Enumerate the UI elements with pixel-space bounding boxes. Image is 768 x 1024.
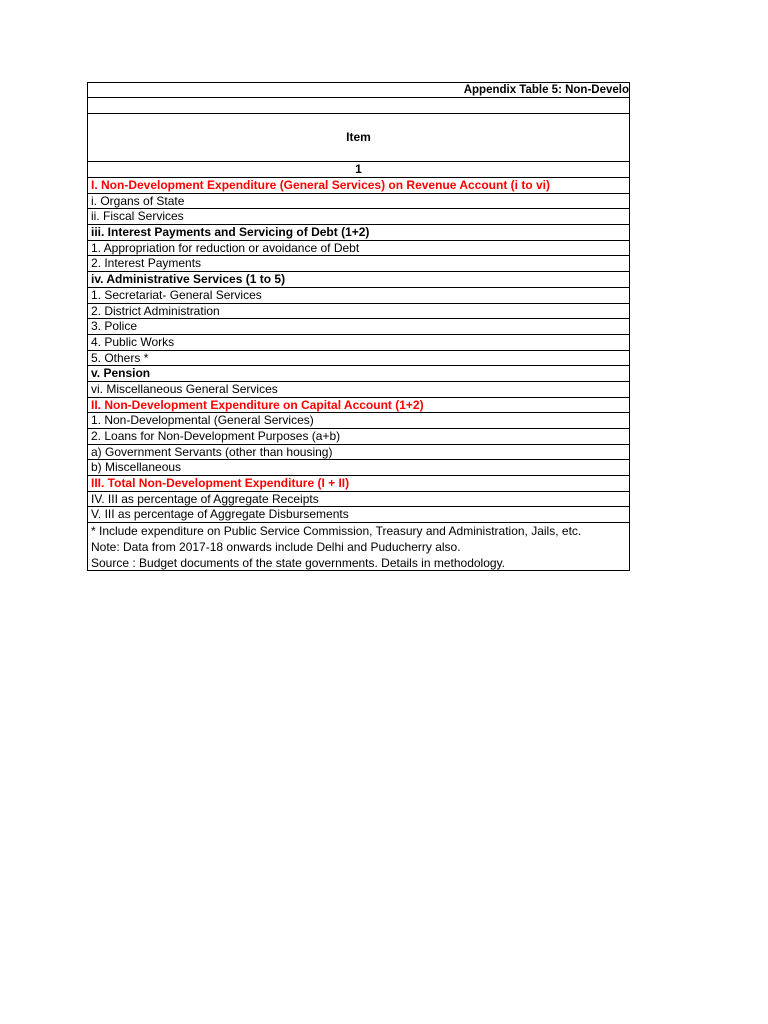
table-row: iii. Interest Payments and Servicing of Debt (1+2) <box>87 225 630 241</box>
table-row: 1. Non-Developmental (General Services) <box>87 413 630 429</box>
table-title-row <box>87 82 630 98</box>
column-number-header: 1 <box>87 162 630 178</box>
table-row: b) Miscellaneous <box>87 460 630 476</box>
table-row: II. Non-Development Expenditure on Capital Account (1+2) <box>87 398 630 414</box>
table-row: 2. District Administration <box>87 304 630 320</box>
table-note: Source : Budget documents of the state governments. Details in methodology. <box>87 555 630 571</box>
table-row: 1. Appropriation for reduction or avoidance of Debt <box>87 241 630 257</box>
table-note: * Include expenditure on Public Service Commission, Treasury and Administration, Jails, etc. <box>87 523 630 539</box>
blank-row <box>87 98 630 114</box>
table-title: Appendix Table 5: Non-Develo <box>463 84 629 96</box>
table-row: 3. Police <box>87 319 630 335</box>
spreadsheet-table <box>87 82 630 571</box>
table-row: 5. Others * <box>87 351 630 367</box>
table-notes <box>87 523 630 571</box>
table-row: iv. Administrative Services (1 to 5) <box>87 272 630 288</box>
table-row: ii. Fiscal Services <box>87 209 630 225</box>
table-row: vi. Miscellaneous General Services <box>87 382 630 398</box>
table-row: 1. Secretariat- General Services <box>87 288 630 304</box>
table-row: 4. Public Works <box>87 335 630 351</box>
table-row: III. Total Non-Development Expenditure (I + II) <box>87 476 630 492</box>
table-row: V. III as percentage of Aggregate Disbursements <box>87 507 630 523</box>
table-row: IV. III as percentage of Aggregate Receipts <box>87 492 630 508</box>
table-body <box>87 178 630 523</box>
table-note: Note: Data from 2017-18 onwards include Delhi and Puducherry also. <box>87 539 630 555</box>
table-row: i. Organs of State <box>87 194 630 210</box>
table-row: I. Non-Development Expenditure (General Services) on Revenue Account (i to vi) <box>87 178 630 194</box>
table-row: a) Government Servants (other than housing) <box>87 445 630 461</box>
item-header: Item <box>87 114 630 162</box>
table-row: 2. Loans for Non-Development Purposes (a+b) <box>87 429 630 445</box>
table-row: 2. Interest Payments <box>87 256 630 272</box>
table-row: v. Pension <box>87 366 630 382</box>
